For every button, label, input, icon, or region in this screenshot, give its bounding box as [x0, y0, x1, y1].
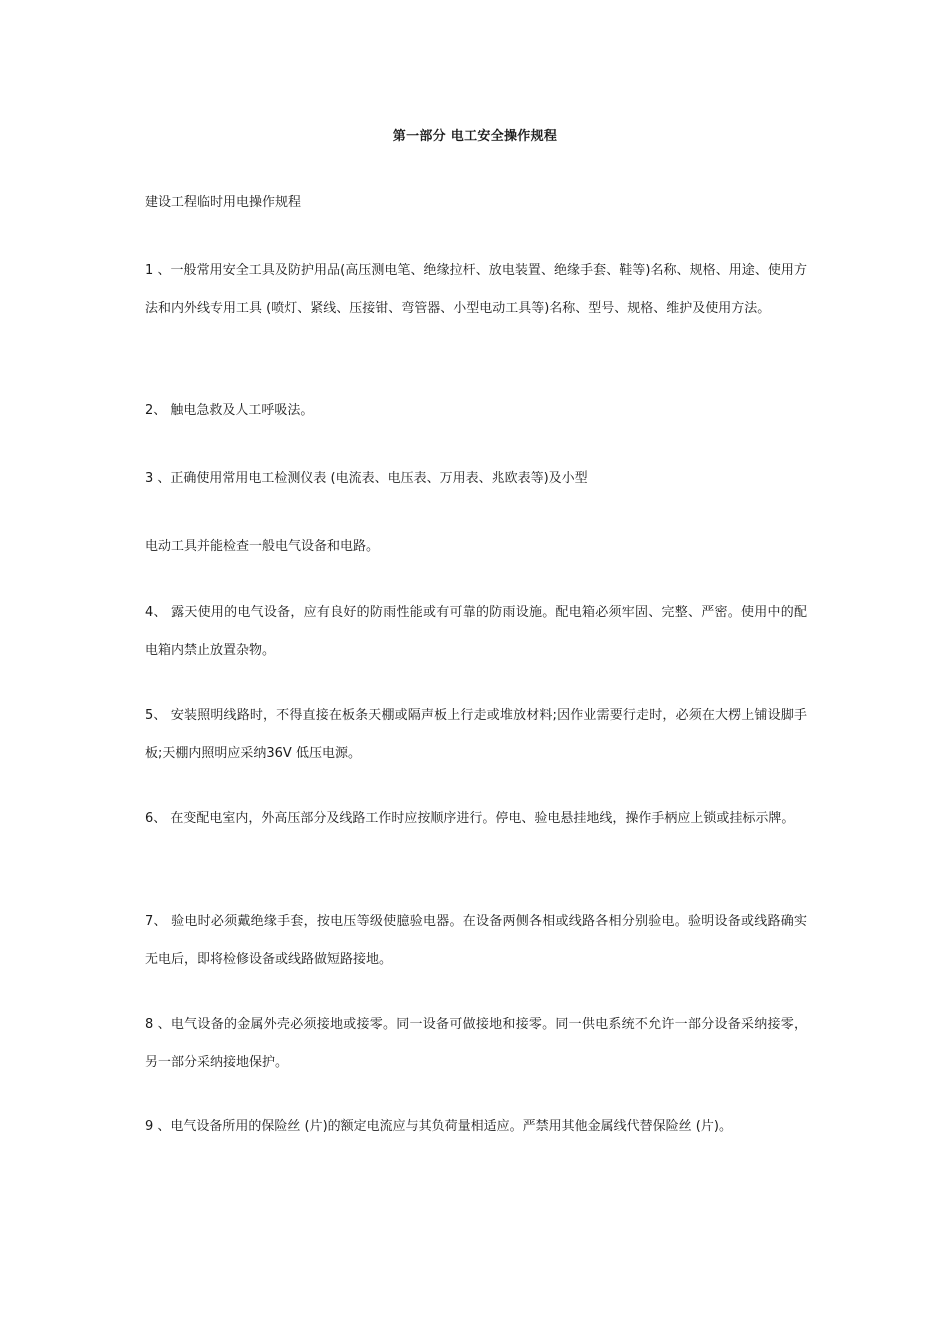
- paragraph-item-2: 2、 触电急救及人工呼吸法。: [145, 403, 314, 418]
- document-subtitle: 建设工程临时用电操作规程: [145, 195, 302, 210]
- paragraph-item-3-continued: 电动工具并能检查一般电气设备和电路。: [145, 539, 380, 554]
- document-title: 第一部分 电工安全操作规程: [392, 129, 558, 144]
- paragraph-item-1: 1 、一般常用安全工具及防护用品(高压测电笔、绝缘拉杆、放电装置、绝缘手套、鞋等)名称、规格、用途、使用方法和内外线专用工具 (喷灯、紧线、压接钳、弯管器、小型电动工具等)名称、型号、规格、维护及使用方法。: [145, 263, 807, 316]
- paragraph-item-5: 5、 安装照明线路时，不得直接在板条天棚或隔声板上行走或堆放材料;因作业需要行走时，必须在大楞上铺设脚手板;天棚内照明应采纳36V 低压电源。: [145, 708, 807, 761]
- paragraph-item-6: 6、 在变配电室内，外高压部分及线路工作时应按顺序进行。停电、验电悬挂地线，操作手柄应上锁或挂标示牌。: [145, 811, 795, 826]
- paragraph-item-8: 8 、电气设备的金属外壳必须接地或接零。同一设备可做接地和接零。同一供电系统不允许一部分设备采纳接零，另一部分采纳接地保护。: [145, 1017, 807, 1070]
- paragraph-item-9: 9 、电气设备所用的保险丝 (片)的额定电流应与其负荷量相适应。严禁用其他金属线代替保险丝 (片)。: [145, 1119, 732, 1134]
- paragraph-item-3: 3 、正确使用常用电工检测仪表 (电流表、电压表、万用表、兆欧表等)及小型: [145, 471, 588, 486]
- paragraph-item-7: 7、 验电时必须戴绝缘手套，按电压等级使臆验电器。在设备两侧各相或线路各相分别验电。验明设备或线路确实无电后，即将检修设备或线路做短路接地。: [145, 914, 807, 967]
- paragraph-item-4: 4、 露天使用的电气设备，应有良好的防雨性能或有可靠的防雨设施。配电箱必须牢固、完整、严密。使用中的配电箱内禁止放置杂物。: [145, 605, 807, 658]
